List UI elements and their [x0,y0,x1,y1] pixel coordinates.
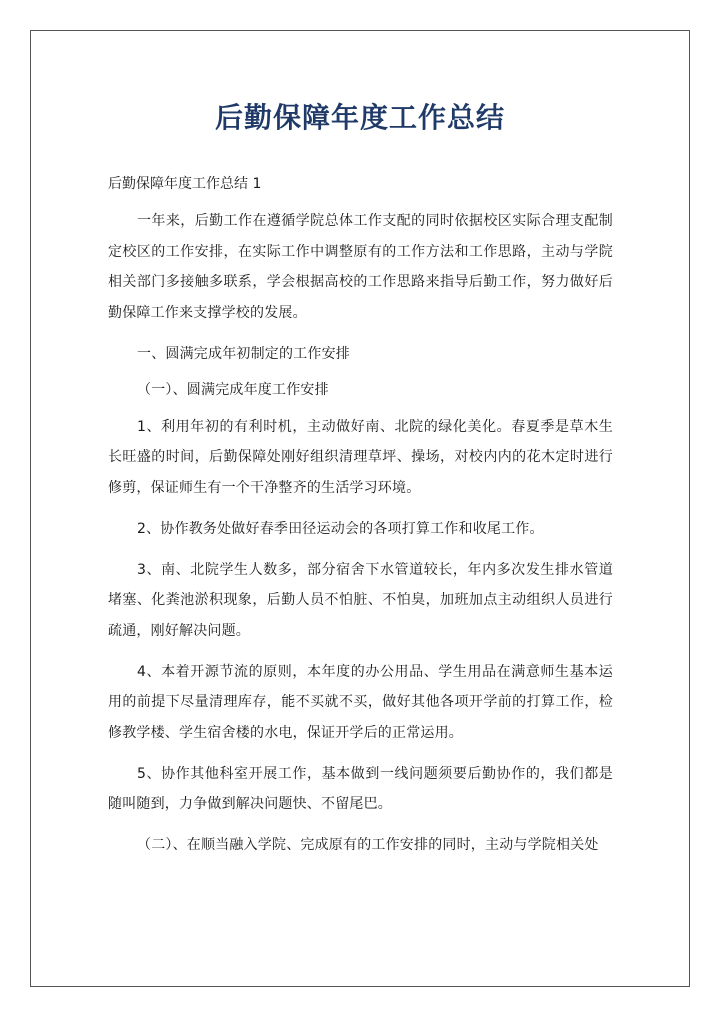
paragraph-intro: 一年来，后勤工作在遵循学院总体工作支配的同时依据校区实际合理支配制定校区的工作安排，在实际工作中调整原有的工作方法和工作思路，主动与学院相关部门多接触多联系，学会根据高校的工作思路来指导后勤工作，努力做好后勤保障工作来支撑学校的发展。 [108,213,613,321]
paragraph-item-4: 4、本着开源节流的原则，本年度的办公用品、学生用品在满意师生基本运用的前提下尽量清理库存，能不买就不买，做好其他各项开学前的打算工作，检修教学楼、学生宿舍楼的水电，保证开学后的正常运用。 [108,663,613,741]
document-body [108,206,613,871]
paragraph-item-2: 2、协作教务处做好春季田径运动会的各项打算工作和收尾工作。 [137,520,544,537]
section-heading-1: 一、圆满完成年初制定的工作安排 [137,345,350,362]
subsection-heading-2: （二）、在顺当融入学院、完成原有的工作安排的同时，主动与学院相关处 [137,837,599,853]
subsection-heading-1: （一）、圆满完成年度工作安排 [137,382,329,398]
paragraph-item-1: 1、利用年初的有利时机，主动做好南、北院的绿化美化。春夏季是草木生长旺盛的时间，后勤保障处刚好组织清理草坪、操场，对校内内的花木定时进行修剪，保证师生有一个干净整齐的生活学习环境。 [108,418,613,496]
document-subtitle: 后勤保障年度工作总结 1 [108,176,262,192]
paragraph-item-3: 3、南、北院学生人数多，部分宿舍下水管道较长，年内多次发生排水管道堵塞、化粪池淤积现象，后勤人员不怕脏、不怕臭，加班加点主动组织人员进行疏通，刚好解决问题。 [108,561,613,639]
document-title: 后勤保障年度工作总结 [214,101,505,134]
paragraph-item-5: 5、协作其他科室开展工作，基本做到一线问题须要后勤协作的，我们都是随叫随到，力争做到解决问题快、不留尾巴。 [108,765,613,812]
